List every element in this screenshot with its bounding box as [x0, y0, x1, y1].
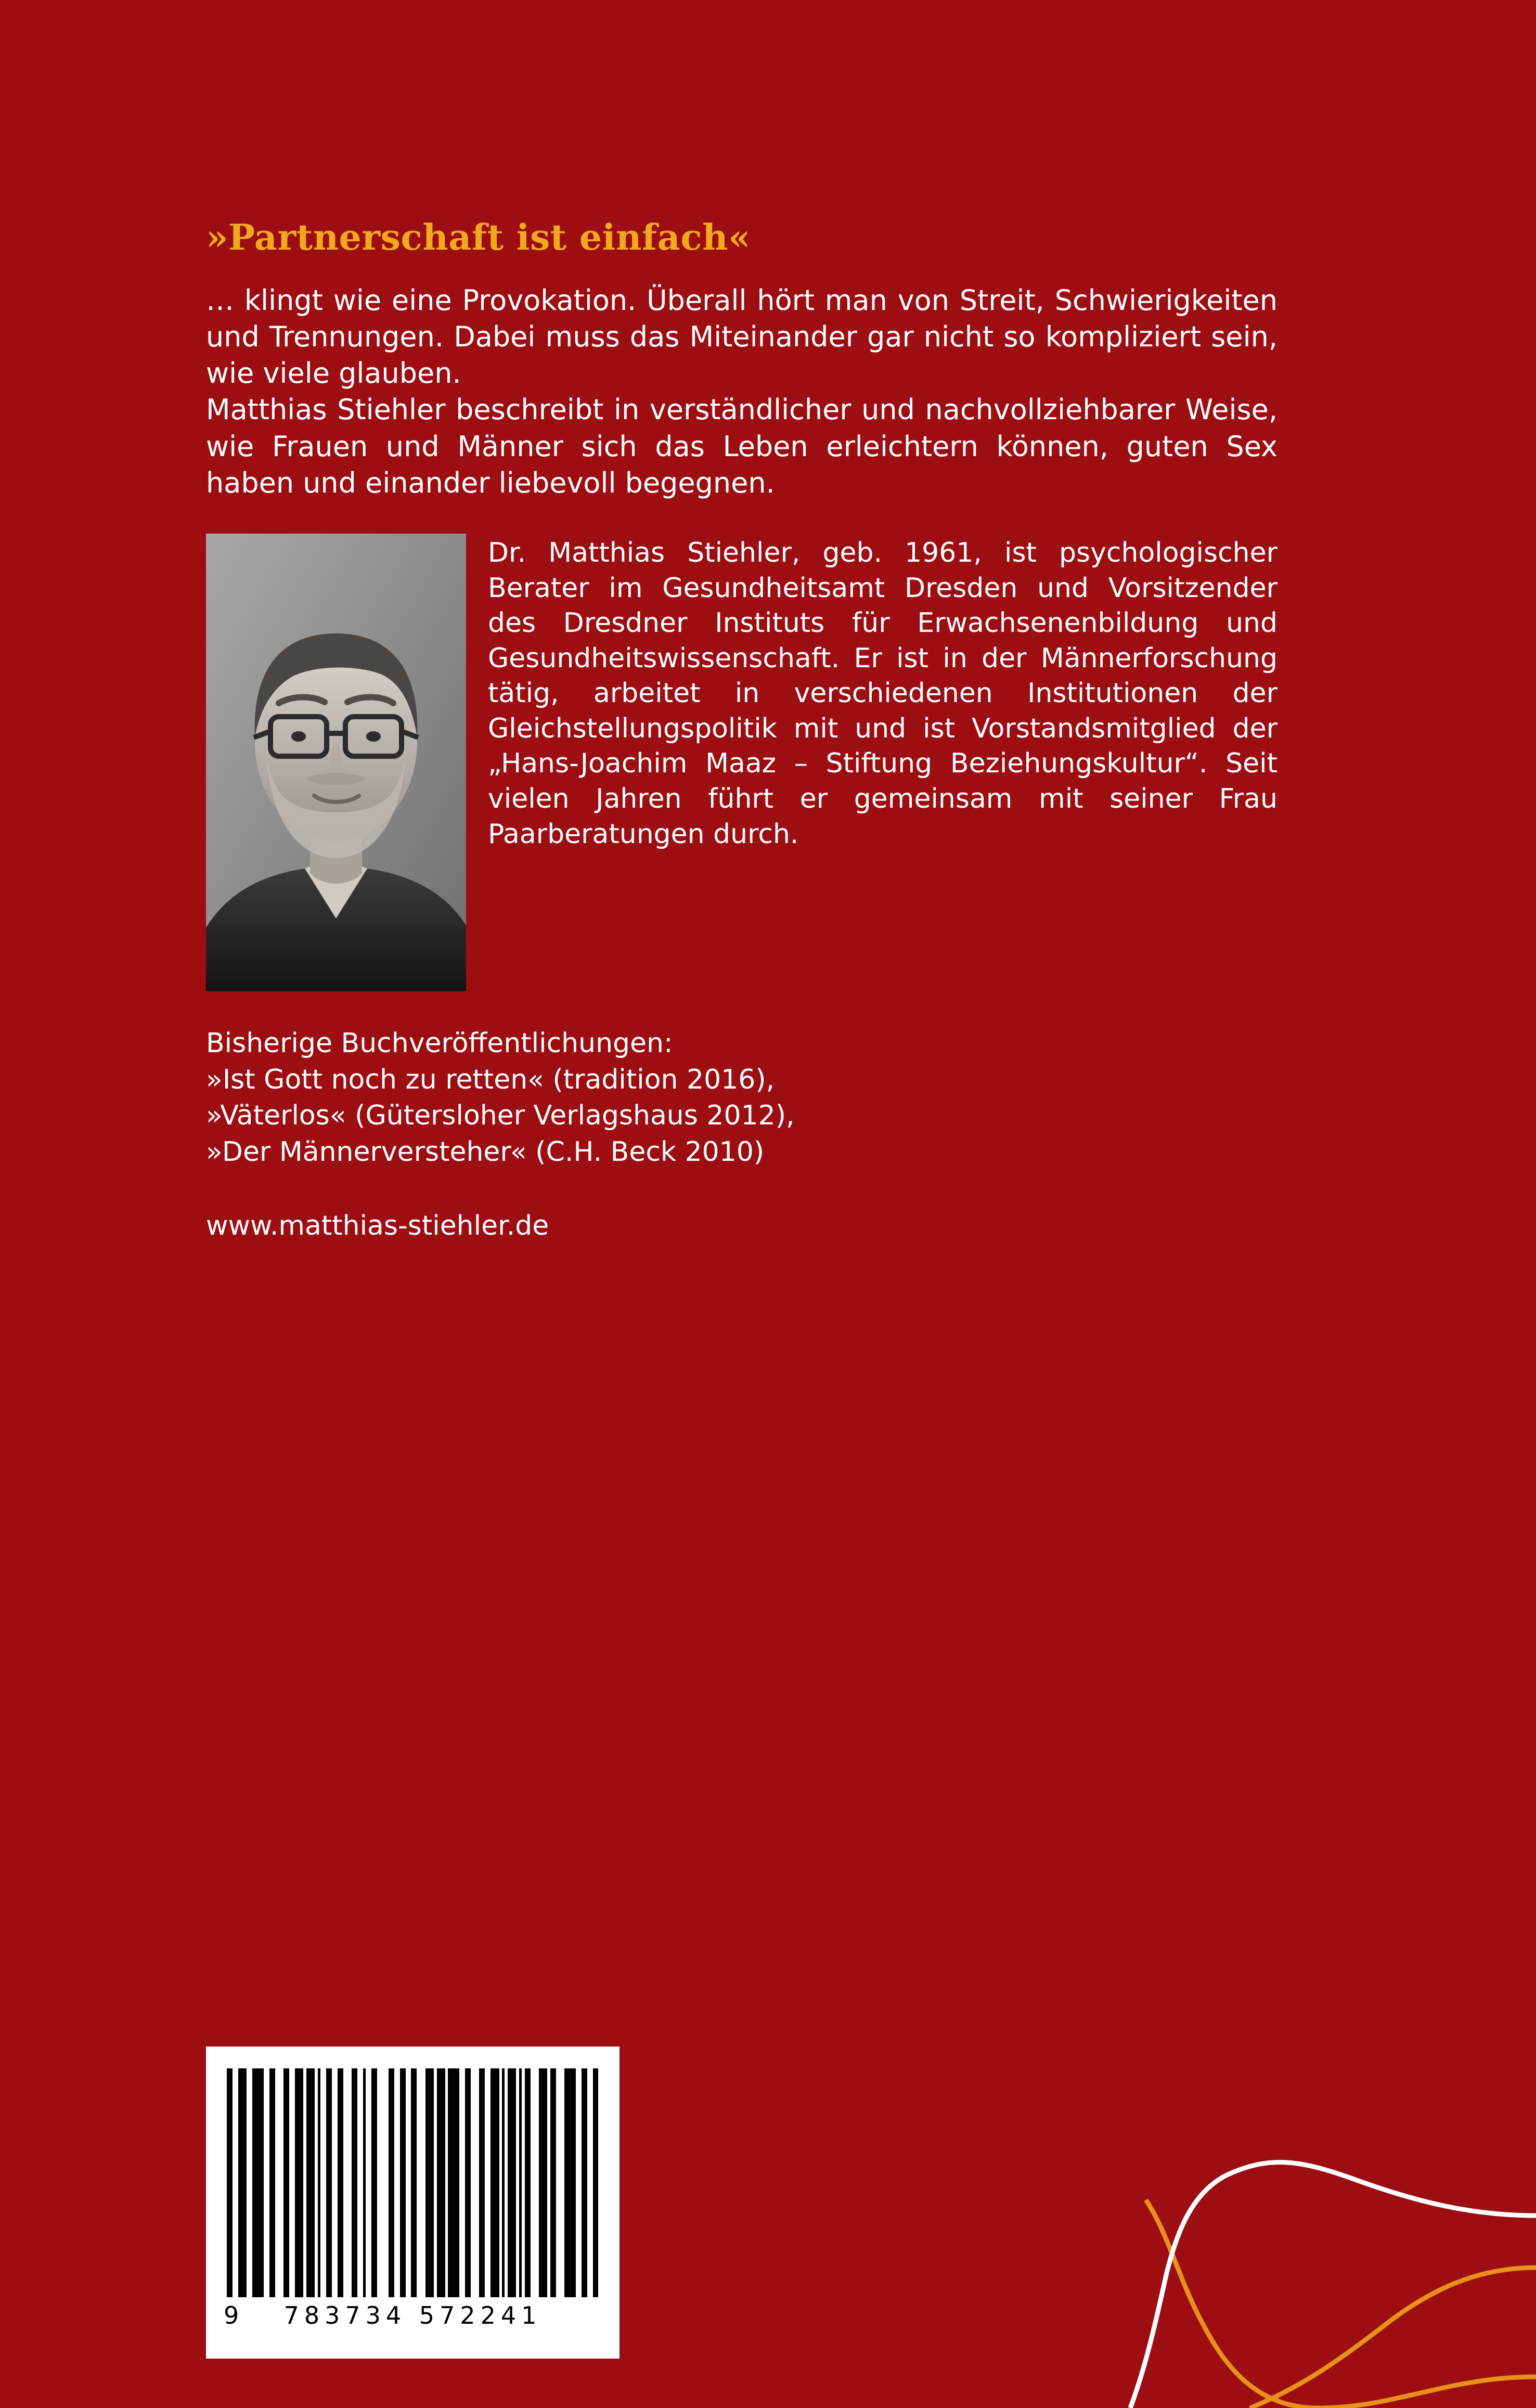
author-website: www.matthias-stiehler.de — [206, 1210, 549, 1241]
blurb-paragraph-1: … klingt wie eine Provokation. Überall hört man von Streit, Schwierigkeiten und Trennungen. Dabei muss das Miteinander gar nicht so kompliziert sein, wie viele glauben. — [206, 283, 1277, 390]
portrait-photo-author — [206, 534, 466, 991]
author-bio: Dr. Matthias Stiehler, geb. 1961, ist psychologischer Berater im Gesundheitsamt Dresden und Vorsitzender des Dresdner Instituts für Erwachsenenbildung und Gesundheitswissenschaft. Er ist in der Männerforschung tätig, arbeitet in verschiedenen Institutionen der Gleichstellungspolitik mit und ist Vorstandsmitglied der „Hans-Joachim Maaz – Stiftung Beziehungskultur“. Seit vielen Jahren führt er gemeinsam mit seiner Frau Paarberatungen durch. — [488, 537, 1277, 850]
decorative-swoosh — [886, 2044, 1536, 2408]
barcode-number — [206, 2301, 619, 2329]
blurb-paragraph-2: Matthias Stiehler beschreibt in verständlicher und nachvollziehbarer Weise, wie Frauen und Männer sich das Leben erleichtern können, guten Sex haben und einander liebevoll begegnen. — [206, 393, 1277, 499]
page-title: »Partnerschaft ist einfach« — [206, 217, 751, 258]
publication-item: »Der Männerversteher« (C.H. Beck 2010) — [206, 1136, 765, 1168]
portrait-illustration — [206, 534, 466, 991]
publication-item: »Ist Gott noch zu retten« (tradition 2016), — [206, 1064, 775, 1095]
publication-item: »Väterlos« (Gütersloher Verlagshaus 2012), — [206, 1100, 795, 1132]
cover-text-block — [206, 218, 1277, 1241]
barcode-bars — [227, 2068, 599, 2297]
author-section — [206, 534, 1277, 991]
publications-heading: Bisherige Buchveröffentlichungen: — [206, 1027, 673, 1059]
barcode-digits-main: 783734 572241 — [283, 2301, 542, 2329]
barcode — [206, 2047, 619, 2359]
publications-list — [206, 1026, 1277, 1171]
blurb-text — [206, 282, 1277, 501]
barcode-lead-digit: 9 — [224, 2301, 239, 2329]
